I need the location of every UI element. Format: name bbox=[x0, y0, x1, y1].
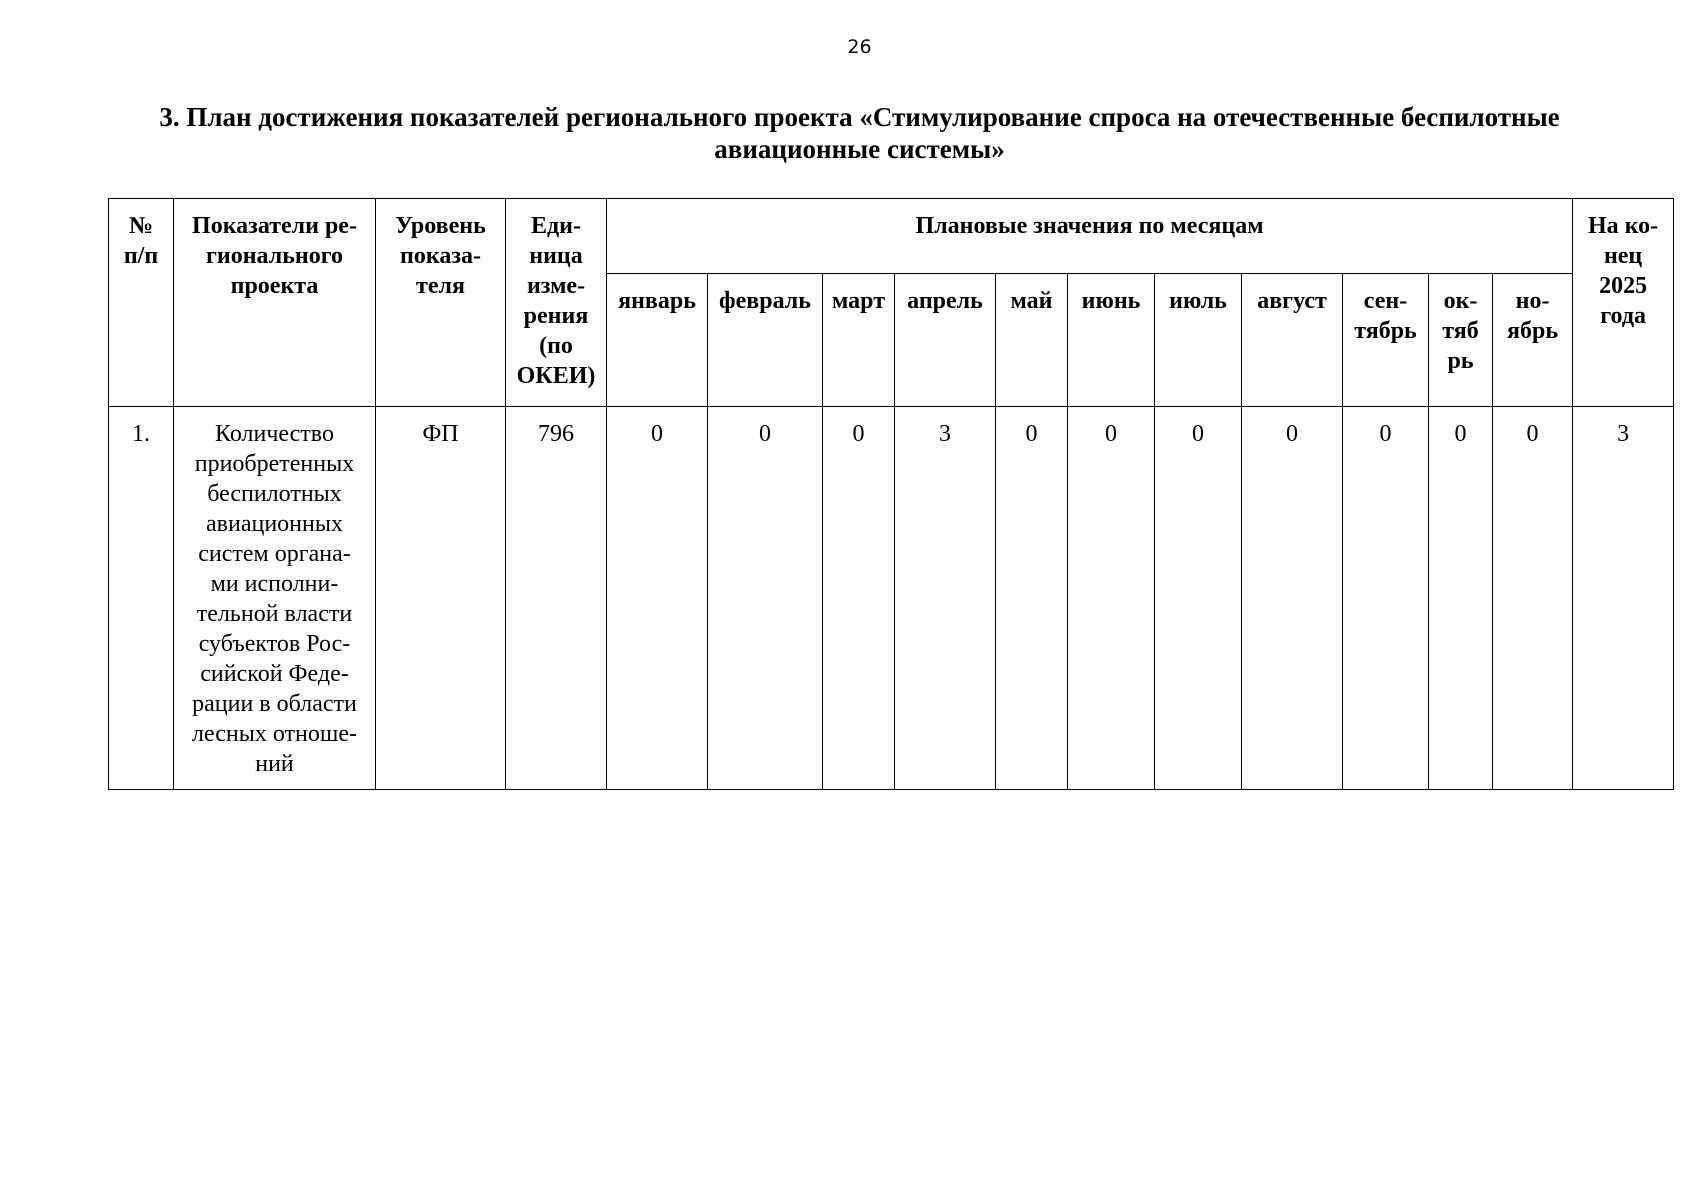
header-month-february: февраль bbox=[708, 274, 823, 407]
row-value-september: 0 bbox=[1343, 407, 1429, 790]
page-number: 26 bbox=[847, 36, 872, 58]
header-month-june: июнь bbox=[1068, 274, 1155, 407]
row-value-october: 0 bbox=[1429, 407, 1493, 790]
header-month-january: январь bbox=[607, 274, 708, 407]
row-value-february: 0 bbox=[708, 407, 823, 790]
header-level: Уровень показа- теля bbox=[376, 199, 506, 407]
header-unit: Еди- ница изме- рения (по ОКЕИ) bbox=[506, 199, 607, 407]
header-month-october: ок- тяб рь bbox=[1429, 274, 1493, 407]
section-title: 3. План достижения показателей регионального проекта «Стимулирование спроса на отечественные беспилотные авиационные системы» bbox=[159, 102, 1560, 164]
header-month-september: сен- тябрь bbox=[1343, 274, 1429, 407]
table-header-row bbox=[109, 199, 1674, 274]
row-level: ФП bbox=[376, 407, 506, 790]
row-year-end: 3 bbox=[1573, 407, 1674, 790]
header-month-may: май bbox=[996, 274, 1068, 407]
row-value-july: 0 bbox=[1155, 407, 1242, 790]
plan-table bbox=[108, 198, 1674, 790]
row-value-november: 0 bbox=[1493, 407, 1573, 790]
header-month-april: апрель bbox=[895, 274, 996, 407]
header-month-november: но- ябрь bbox=[1493, 274, 1573, 407]
row-value-august: 0 bbox=[1242, 407, 1343, 790]
header-month-march: март bbox=[823, 274, 895, 407]
header-year-end: На ко- нец 2025 года bbox=[1573, 199, 1674, 407]
header-num: № п/п bbox=[109, 199, 174, 407]
header-month-july: июль bbox=[1155, 274, 1242, 407]
header-monthly-values: Плановые значения по месяцам bbox=[607, 199, 1573, 274]
row-value-march: 0 bbox=[823, 407, 895, 790]
header-month-august: август bbox=[1242, 274, 1343, 407]
header-indicator: Показатели ре- гионального проекта bbox=[174, 199, 376, 407]
table-row bbox=[109, 407, 1674, 790]
row-value-april: 3 bbox=[895, 407, 996, 790]
row-num: 1. bbox=[109, 407, 174, 790]
row-value-may: 0 bbox=[996, 407, 1068, 790]
row-value-january: 0 bbox=[607, 407, 708, 790]
row-unit: 796 bbox=[506, 407, 607, 790]
row-value-june: 0 bbox=[1068, 407, 1155, 790]
row-indicator: Количество приобретенных беспилотных авиационных систем органа- ми исполни- тельной власти субъектов Рос- сийской Феде- рации в области лесных отноше- ний bbox=[174, 407, 376, 790]
